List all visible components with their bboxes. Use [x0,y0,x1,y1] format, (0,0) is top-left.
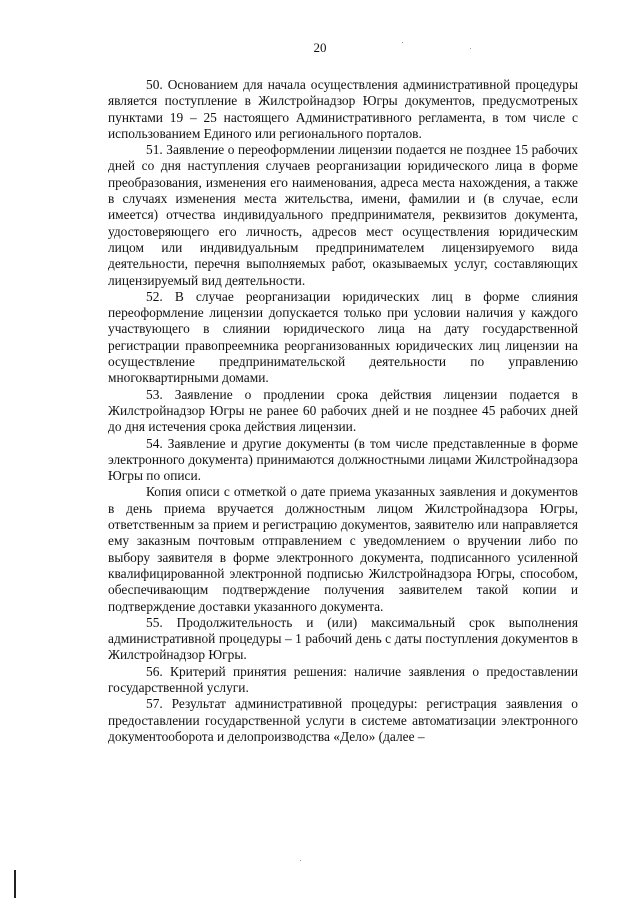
page-number: 20 [313,40,327,55]
scan-speck [470,48,471,49]
paragraph-56: 56. Критерий принятия решения: наличие заявления о предоставлении государственной услуги. [108,663,578,695]
paragraph-54-copy-of-inventory: Копия описи с отметкой о дате приема указанных заявления и документов в день приема вручается должностным лицом Жилстройнадзора Югры, ответственным за прием и регистрацию документов, заявителю или направляется ему заказным почтовым отправлением с уведомлением о вручении либо по выбору заявителя в форме электронного документа, подписанного усиленной квалифицированной электронной подписью Жилстройнадзора Югры, способом, обеспечивающим подтверждение получения заявителем такой копии и подтверждение доставки указанного документа. [108,484,578,614]
paragraph-52: 52. В случае реорганизации юридических лиц в форме слияния переоформление лицензии допускается только при условии наличия у каждого участвующего в слиянии юридического лица на дату государственной регистрации правопреемника реорганизованных юридических лиц лицензии на осуществление предпринимательской деятельности по управлению многоквартирными домами. [108,288,578,386]
paragraph-55: 55. Продолжительность и (или) максимальный срок выполнения административной процедуры – 1 рабочий день с даты поступления документов в Жилстройнадзор Югры. [108,614,578,663]
document-body [108,77,578,745]
scan-speck [402,42,403,43]
paragraph-57: 57. Результат административной процедуры: регистрация заявления о предоставлении государственной услуги в системе автоматизации электронного документооборота и делопроизводства «Дело» (далее – [108,696,578,744]
scan-edge-mark [14,870,16,898]
paragraph-50: 50. Основанием для начала осуществления административной процедуры является поступление в Жилстройнадзор Югры документов, предусмотреных пунктами 19 – 25 настоящего Административного регламента, в том числе с использованием Единого или регионального порталов. [108,77,578,141]
paragraph-51: 51. Заявление о переоформлении лицензии подается не позднее 15 рабочих дней со дня наступления случаев реорганизации юридического лица в форме преобразования, изменения его наименования, адреса места нахождения, а также в случаях изменения места жительства, имени, фамилии и (в случае, если имеется) отчества индивидуального предпринимателя, реквизитов документа, удостоверяющего его личность, адресов мест осуществления юридическим лицом или индивидуальным предпринимателем лицензируемого вида деятельности, перечня выполняемых работ, оказываемых услуг, составляющих лицензируемый вид деятельности. [108,142,578,288]
scan-speck [300,860,301,861]
paragraph-53: 53. Заявление о продлении срока действия лицензии подается в Жилстройнадзор Югры не ранее 60 рабочих дней и не позднее 45 рабочих дней до дня истечения срока действия лицензии. [108,386,578,435]
paragraph-54: 54. Заявление и другие документы (в том числе представленные в форме электронного документа) принимаются должностными лицами Жилстройнадзора Югры по описи. [108,435,578,484]
